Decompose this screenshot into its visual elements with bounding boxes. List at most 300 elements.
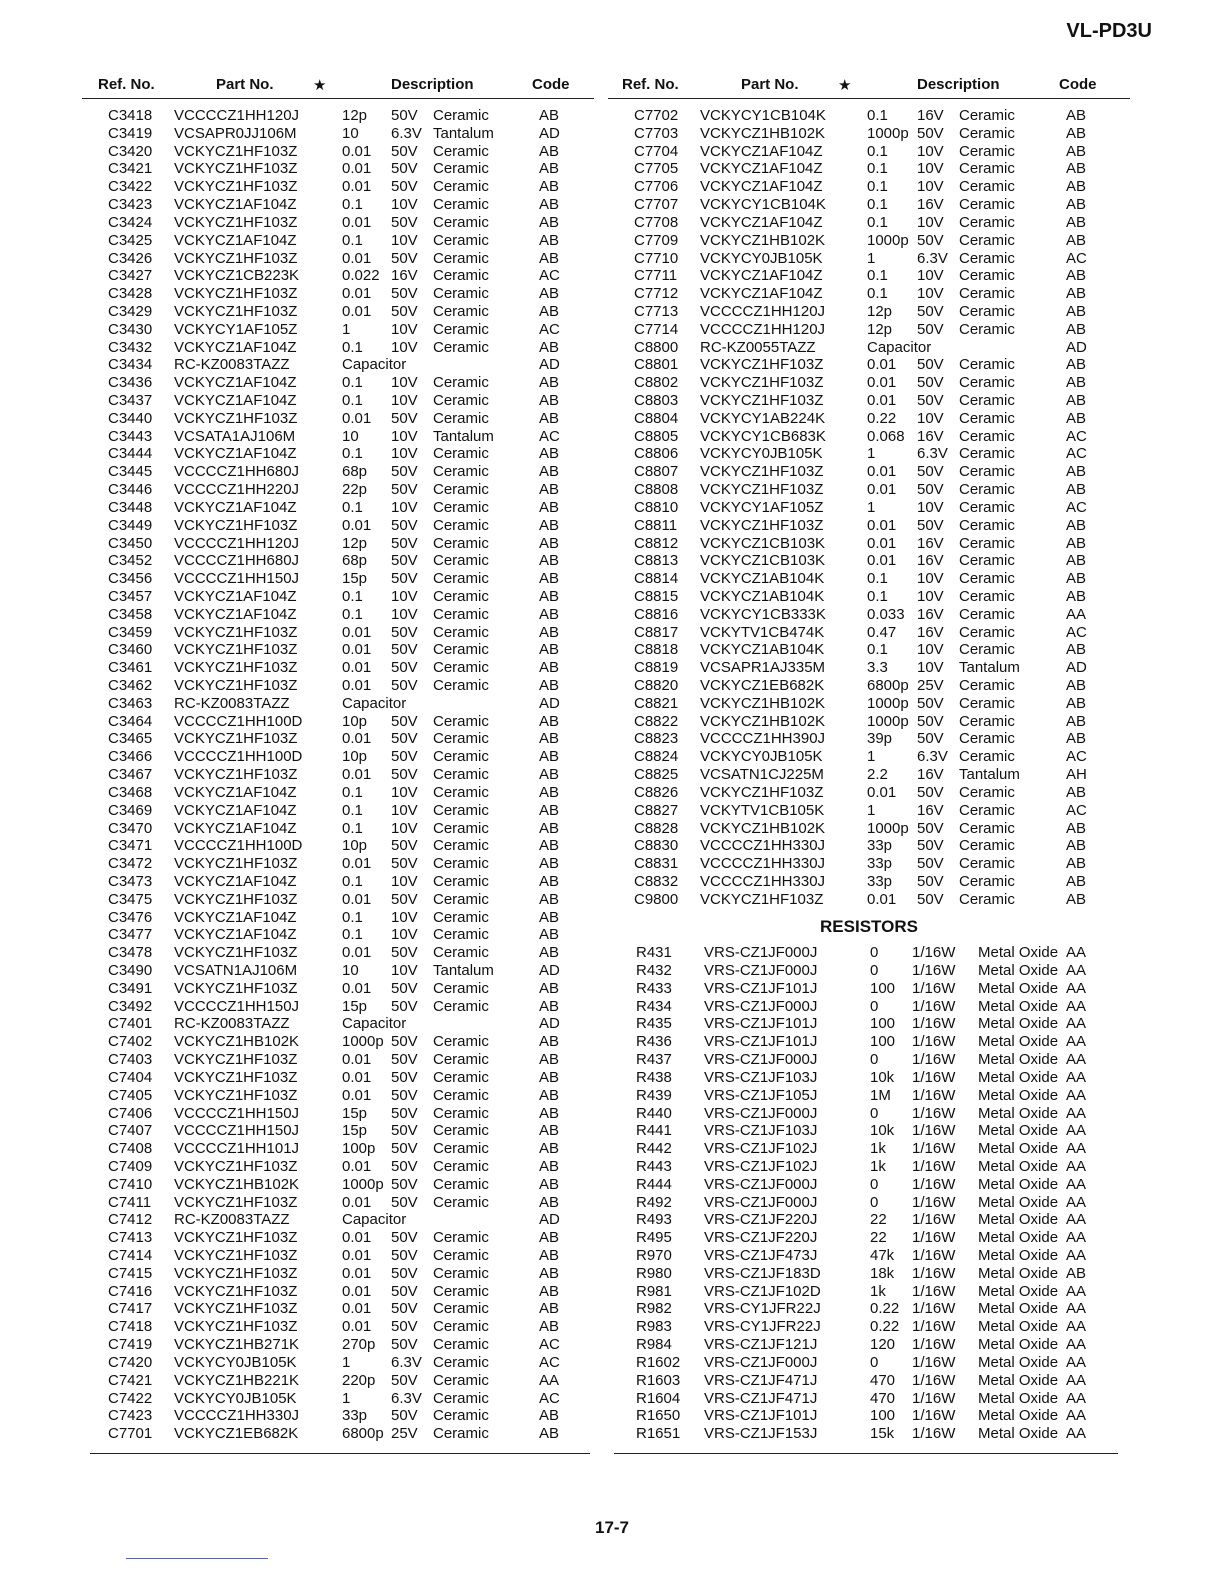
value: 10 (342, 124, 359, 142)
price-code: AB (539, 196, 560, 214)
voltage: 10V (391, 783, 418, 801)
voltage: 10V (391, 231, 418, 249)
value: 0.1 (342, 605, 363, 623)
voltage: 10V (917, 587, 944, 605)
part-no: VRS-CZ1JF101J (704, 1033, 818, 1051)
capacitor-row (608, 214, 1130, 232)
ref-no: C3440 (108, 409, 153, 427)
ref-no: C3470 (108, 819, 153, 837)
part-no: RC-KZ0083TAZZ (174, 356, 290, 374)
ref-no: C7712 (634, 285, 679, 303)
part-no: VCKYCZ1AF104Z (174, 605, 297, 623)
voltage: 50V (391, 677, 418, 694)
ref-no: C3434 (108, 356, 153, 374)
ref-no: C8818 (634, 641, 679, 659)
capacitor-row (608, 321, 1130, 339)
value: 1 (342, 1389, 351, 1407)
part-no: VCKYCZ1HF103Z (174, 944, 298, 962)
capacitor-row (82, 339, 594, 357)
value: 1000p (867, 124, 909, 142)
type: Ceramic (433, 1264, 489, 1282)
capacitor-row (82, 160, 594, 178)
resistor-row (608, 1211, 1130, 1229)
ref-no: C3424 (108, 213, 153, 231)
part-no: VCKYCZ1HF103Z (174, 641, 298, 659)
price-code: AB (539, 516, 560, 534)
price-code: AB (539, 534, 560, 552)
price-code: AA (1066, 962, 1087, 979)
ref-no: C7409 (108, 1157, 153, 1175)
value: 270p (342, 1336, 376, 1354)
capacitor-row (608, 748, 1130, 766)
price-code: AB (539, 392, 560, 409)
type: Ceramic (959, 302, 1015, 320)
capacitor-row (608, 837, 1130, 855)
voltage: 10V (391, 908, 418, 926)
type: Ceramic (433, 1175, 489, 1193)
price-code: AA (1066, 1122, 1087, 1140)
value: 1000p (867, 819, 909, 837)
price-code: AB (1066, 516, 1087, 534)
part-no: VRS-CZ1JF471J (704, 1389, 818, 1407)
capacitor-row (82, 606, 594, 624)
capacitor-row (82, 837, 594, 855)
part-no: VCKYCZ1AF104Z (174, 801, 297, 819)
material: Metal Oxide (978, 1353, 1059, 1371)
price-code: AB (1066, 302, 1087, 320)
value: 120 (870, 1336, 896, 1354)
ref-no: C7422 (108, 1389, 153, 1407)
part-no: VRS-CZ1JF102J (704, 1140, 818, 1158)
type: Ceramic (433, 534, 489, 552)
price-code: AB (1066, 160, 1087, 178)
price-code: AB (539, 338, 560, 356)
part-no: VCKYCZ1HF103Z (700, 356, 824, 374)
wattage: 1/16W (912, 1407, 956, 1425)
ref-no: C7711 (634, 267, 678, 285)
wattage: 1/16W (912, 1175, 956, 1193)
ref-no: C7415 (108, 1264, 153, 1282)
value: Capacitor (342, 1211, 407, 1229)
value: 0.01 (867, 516, 897, 534)
price-code: AB (539, 872, 560, 890)
ref-no: C3428 (108, 285, 153, 303)
resistor-row (608, 1176, 1130, 1194)
material: Metal Oxide (978, 1175, 1059, 1193)
type: Ceramic (433, 1104, 489, 1122)
right-rows (608, 107, 1130, 1443)
ref-no: R493 (636, 1211, 672, 1229)
voltage: 50V (391, 712, 418, 730)
part-no: VCKYCZ1AF104Z (174, 231, 297, 249)
voltage: 50V (391, 534, 418, 552)
type: Ceramic (959, 107, 1015, 124)
price-code: AA (1066, 1282, 1087, 1300)
ref-no: R437 (636, 1051, 672, 1069)
price-code: AB (539, 819, 560, 837)
part-no: VRS-CY1JFR22J (704, 1300, 821, 1318)
voltage: 10V (391, 605, 418, 623)
capacitor-row (608, 339, 1130, 357)
value: 0.01 (867, 890, 897, 908)
price-code: AB (1066, 855, 1087, 873)
capacitor-row (82, 1318, 594, 1336)
capacitor-row (82, 1283, 594, 1301)
price-code: AA (1066, 1300, 1087, 1318)
type: Ceramic (433, 1033, 489, 1051)
price-code: AB (539, 641, 560, 659)
price-code: AB (539, 178, 560, 196)
price-code: AB (539, 605, 560, 623)
voltage: 50V (391, 890, 418, 908)
value: 39p (867, 730, 893, 748)
price-code: AB (539, 481, 560, 499)
part-no: VCKYCZ1HF103Z (174, 1157, 298, 1175)
part-no: VCCCCZ1HH150J (174, 1122, 300, 1140)
ref-no: R435 (636, 1015, 672, 1033)
price-code: AB (539, 142, 560, 160)
ref-no: C7710 (634, 249, 679, 267)
part-no: VRS-CZ1JF220J (704, 1211, 818, 1229)
ref-no: R440 (636, 1104, 672, 1122)
voltage: 10V (391, 427, 418, 445)
voltage: 16V (917, 766, 944, 784)
value: 0.1 (342, 338, 363, 356)
voltage: 50V (917, 463, 944, 481)
material: Metal Oxide (978, 1157, 1059, 1175)
value: 100 (870, 1033, 896, 1051)
value: 0.01 (342, 1068, 372, 1086)
voltage: 50V (391, 463, 418, 481)
price-code: AD (539, 356, 560, 374)
ref-no: C7403 (108, 1051, 153, 1069)
type: Ceramic (433, 196, 489, 214)
capacitor-row (82, 695, 594, 713)
type: Ceramic (433, 1247, 489, 1264)
voltage: 10V (917, 142, 944, 160)
ref-no: R433 (636, 979, 672, 997)
price-code: AB (1066, 872, 1087, 890)
type: Ceramic (959, 837, 1015, 855)
wattage: 1/16W (912, 1282, 956, 1300)
capacitor-row (608, 445, 1130, 463)
type: Ceramic (433, 872, 489, 890)
wattage: 1/16W (912, 1068, 956, 1086)
capacitor-row (608, 410, 1130, 428)
value: 0.01 (342, 766, 372, 784)
wattage: 1/16W (912, 1264, 956, 1282)
wattage: 1/16W (912, 1336, 956, 1354)
part-no: VCCCCZ1HH100D (174, 712, 303, 730)
price-code: AA (1066, 1015, 1087, 1033)
price-code: AC (1066, 445, 1087, 463)
value: 33p (867, 855, 893, 873)
price-code: AA (1066, 1068, 1087, 1086)
wattage: 1/16W (912, 1193, 956, 1211)
voltage: 10V (917, 409, 944, 427)
value: 2.2 (867, 766, 888, 784)
value: 0.01 (342, 302, 372, 320)
type: Ceramic (433, 1140, 489, 1158)
type: Ceramic (433, 659, 489, 677)
part-no: VRS-CZ1JF000J (704, 962, 818, 979)
capacitor-row (608, 517, 1130, 535)
ref-no: C7705 (634, 160, 679, 178)
capacitor-row (82, 748, 594, 766)
ref-no: C3476 (108, 908, 153, 926)
capacitor-row (608, 659, 1130, 677)
type: Ceramic (959, 320, 1015, 338)
price-code: AB (539, 997, 560, 1015)
type: Ceramic (433, 552, 489, 570)
voltage: 50V (917, 516, 944, 534)
price-code: AC (539, 320, 560, 338)
material: Metal Oxide (978, 1211, 1059, 1229)
ref-no: C8831 (634, 855, 679, 873)
type: Ceramic (959, 677, 1015, 694)
type: Ceramic (433, 1068, 489, 1086)
part-no: VCKYCZ1HB102K (174, 1175, 300, 1193)
resistor-row (608, 1122, 1130, 1140)
part-no: VCCCCZ1HH330J (700, 837, 826, 855)
material: Metal Oxide (978, 944, 1059, 962)
type: Ceramic (959, 712, 1015, 730)
desc-header: Description (391, 76, 474, 93)
part-no: VRS-CZ1JF000J (704, 1193, 818, 1211)
value: 0.01 (342, 979, 372, 997)
capacitor-row (82, 445, 594, 463)
type: Ceramic (959, 855, 1015, 873)
part-no: VRS-CZ1JF103J (704, 1122, 818, 1140)
type: Ceramic (433, 1389, 489, 1407)
capacitor-row (82, 1247, 594, 1265)
voltage: 6.3V (917, 249, 948, 267)
price-code: AA (1066, 1407, 1087, 1425)
voltage: 50V (391, 1122, 418, 1140)
ref-no: C7709 (634, 231, 679, 249)
price-code: AB (1066, 587, 1087, 605)
part-no: VRS-CZ1JF105J (704, 1086, 818, 1104)
part-no: VCCCCZ1HH150J (174, 570, 300, 588)
value: 0.01 (867, 463, 897, 481)
price-code: AB (1066, 837, 1087, 855)
type: Ceramic (959, 534, 1015, 552)
value: 0.01 (342, 855, 372, 873)
value: 33p (867, 872, 893, 890)
type: Ceramic (433, 267, 489, 285)
ref-no: C3468 (108, 783, 153, 801)
type: Ceramic (433, 712, 489, 730)
type: Ceramic (959, 890, 1015, 908)
value: 68p (342, 463, 368, 481)
value: 15p (342, 570, 368, 588)
capacitor-row (608, 392, 1130, 410)
value: 10p (342, 712, 368, 730)
ref-no: C8814 (634, 570, 679, 588)
value: 0.01 (342, 285, 372, 303)
value: 1000p (342, 1033, 384, 1051)
wattage: 1/16W (912, 1051, 956, 1069)
material: Metal Oxide (978, 1140, 1059, 1158)
value: 0.01 (342, 160, 372, 178)
capacitor-row (82, 410, 594, 428)
capacitor-row (82, 1300, 594, 1318)
voltage: 50V (391, 285, 418, 303)
price-code: AB (1066, 641, 1087, 659)
part-no: VRS-CZ1JF101J (704, 1015, 818, 1033)
price-code: AB (539, 213, 560, 231)
voltage: 50V (917, 694, 944, 712)
value: 0.01 (342, 1193, 372, 1211)
type: Ceramic (433, 1122, 489, 1140)
capacitor-row (82, 232, 594, 250)
value: 0.033 (867, 605, 905, 623)
price-code: AB (539, 730, 560, 748)
voltage: 6.3V (917, 748, 948, 766)
voltage: 50V (391, 659, 418, 677)
voltage: 16V (391, 267, 418, 285)
voltage: 50V (391, 570, 418, 588)
ref-no: C8813 (634, 552, 679, 570)
type: Ceramic (433, 249, 489, 267)
price-code: AB (539, 1140, 560, 1158)
price-code: AB (539, 783, 560, 801)
ref-no: C8805 (634, 427, 679, 445)
type: Ceramic (433, 1282, 489, 1300)
ref-no: C8832 (634, 872, 679, 890)
value: 0.01 (342, 659, 372, 677)
value: 0.01 (342, 178, 372, 196)
price-code: AB (539, 409, 560, 427)
part-no: VCCCCZ1HH120J (174, 534, 300, 552)
capacitor-row (608, 855, 1130, 873)
price-code: AB (539, 570, 560, 588)
ref-no: C7414 (108, 1247, 153, 1264)
part-no: VCKYCZ1HF103Z (700, 516, 824, 534)
ref-no: R1604 (636, 1389, 681, 1407)
value: 22p (342, 481, 368, 499)
ref-no: C3445 (108, 463, 153, 481)
value: 0.01 (342, 409, 372, 427)
value: 0.1 (342, 445, 363, 463)
ref-no: C9800 (634, 890, 679, 908)
value: 1k (870, 1140, 886, 1158)
value: 0 (870, 1353, 879, 1371)
part-no: VRS-CZ1JF473J (704, 1247, 818, 1264)
part-no: VRS-CZ1JF220J (704, 1229, 818, 1247)
part-no: VRS-CZ1JF102J (704, 1157, 818, 1175)
type: Ceramic (433, 1051, 489, 1069)
part-no: VCKYCZ1AF104Z (174, 819, 297, 837)
resistor-row (608, 1354, 1130, 1372)
value: 0.01 (342, 1300, 372, 1318)
value: 0.01 (867, 481, 897, 499)
material: Metal Oxide (978, 979, 1059, 997)
voltage: 50V (391, 516, 418, 534)
part-no: VCKYCZ1HF103Z (174, 516, 298, 534)
part-no: VCSAPR1AJ335M (700, 659, 826, 677)
value: 100 (870, 1407, 896, 1425)
part-no: RC-KZ0083TAZZ (174, 694, 290, 712)
price-code: AA (1066, 1175, 1087, 1193)
price-code: AB (539, 552, 560, 570)
left-bottom-rule (90, 1453, 590, 1454)
type: Ceramic (433, 1371, 489, 1389)
voltage: 50V (917, 712, 944, 730)
price-code: AB (539, 1247, 560, 1264)
part-no: VCCCCZ1HH330J (174, 1407, 300, 1425)
voltage: 10V (391, 962, 418, 979)
type: Ceramic (433, 320, 489, 338)
ref-no: C8828 (634, 819, 679, 837)
price-code: AB (539, 463, 560, 481)
part-no: VCKYCZ1HB102K (700, 231, 826, 249)
part-no: VCKYCZ1AF104Z (174, 392, 297, 409)
part-no: VCKYCY1CB104K (700, 196, 826, 214)
price-code: AA (539, 1371, 560, 1389)
capacitor-row (82, 926, 594, 944)
value: 0.1 (342, 908, 363, 926)
material: Metal Oxide (978, 1015, 1059, 1033)
part-no: VCKYCY1CB683K (700, 427, 826, 445)
type: Ceramic (959, 213, 1015, 231)
part-no: VCCCCZ1HH101J (174, 1140, 300, 1158)
value: 0 (870, 962, 879, 979)
price-code: AB (1066, 819, 1087, 837)
wattage: 1/16W (912, 1425, 956, 1443)
price-code: AA (1066, 997, 1087, 1015)
value: 10p (342, 837, 368, 855)
price-code: AC (1066, 427, 1087, 445)
part-no: VCKYCZ1AF104Z (174, 783, 297, 801)
capacitor-row (82, 1158, 594, 1176)
part-no: VCSAPR0JJ106M (174, 124, 297, 142)
voltage: 50V (391, 1247, 418, 1264)
resistor-list (608, 944, 1130, 1443)
part-no: VCKYCZ1AF104Z (174, 872, 297, 890)
voltage: 10V (917, 570, 944, 588)
capacitor-row (608, 356, 1130, 374)
value: 0.22 (867, 409, 897, 427)
part-no: VCCCCZ1HH330J (700, 855, 826, 873)
value: 1000p (867, 231, 909, 249)
price-code: AH (1066, 766, 1087, 784)
value: 0.1 (342, 374, 363, 392)
price-code: AB (539, 1033, 560, 1051)
wattage: 1/16W (912, 1371, 956, 1389)
value: 0.01 (342, 1157, 372, 1175)
type: Ceramic (433, 944, 489, 962)
value: 0 (870, 997, 879, 1015)
value: 1000p (867, 694, 909, 712)
value: 0.01 (342, 1086, 372, 1104)
part-no: VCKYCZ1AF104Z (700, 213, 823, 231)
ref-no: C3460 (108, 641, 153, 659)
part-no: VCKYCZ1HF103Z (174, 213, 298, 231)
capacitor-row (82, 321, 594, 339)
ref-no: C3472 (108, 855, 153, 873)
capacitor-row (82, 143, 594, 161)
price-code: AB (539, 979, 560, 997)
capacitor-row (82, 570, 594, 588)
price-code: AA (1066, 1033, 1087, 1051)
price-code: AB (1066, 231, 1087, 249)
voltage: 25V (917, 677, 944, 694)
type: Ceramic (433, 979, 489, 997)
resistor-row (608, 1318, 1130, 1336)
value: 0.01 (342, 1051, 372, 1069)
value: 0.01 (867, 552, 897, 570)
